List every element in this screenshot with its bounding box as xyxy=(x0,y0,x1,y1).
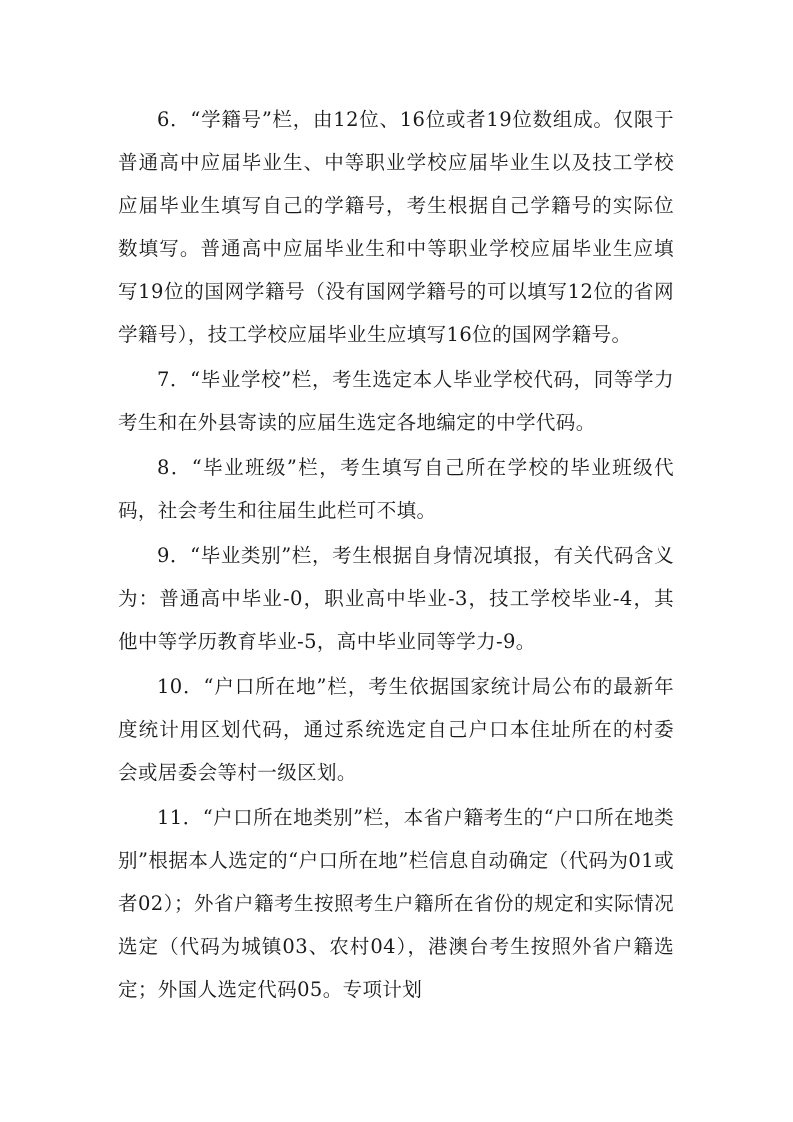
paragraph-item-10: 10．“户口所在地”栏，考生依据国家统计局公布的最新年度统计用区划代码，通过系统选定自己户口本住址所在的村委会或居委会等村一级区划。 xyxy=(118,675,674,784)
paragraph-item-8: 8．“毕业班级”栏，考生填写自己所在学校的毕业班级代码，社会考生和往届生此栏可不填。 xyxy=(118,456,674,522)
paragraph-item-7: 7．“毕业学校”栏，考生选定本人毕业学校代码，同等学力考生和在外县寄读的应届生选定各地编定的中学代码。 xyxy=(118,368,674,434)
paragraph-item-6: 6．“学籍号”栏，由12位、16位或者19位数组成。仅限于普通高中应届毕业生、中等职业学校应届毕业生以及技工学校应届毕业生填写自己的学籍号，考生根据自己学籍号的实际位数填写。普通高中应届毕业生和中等职业学校应届毕业生应填写19位的国网学籍号（没有国网学籍号的可以填写12位的省网学籍号），技工学校应届毕业生应填写16位的国网学籍号。 xyxy=(118,108,674,346)
paragraph-item-11: 11．“户口所在地类别”栏，本省户籍考生的“户口所在地类别”根据本人选定的“户口所在地”栏信息自动确定（代码为01或者02）；外省户籍考生按照考生户籍所在省份的规定和实际情况选定（代码为城镇03、农村04），港澳台考生按照外省户籍选定；外国人选定代码05。专项计划 xyxy=(118,806,674,1001)
document-body xyxy=(118,98,674,1013)
paragraph-item-9: 9．“毕业类别”栏，考生根据自身情况填报，有关代码含义为：普通高中毕业-0，职业高中毕业-3，技工学校毕业-4，其他中等学历教育毕业-5，高中毕业同等学力-9。 xyxy=(118,544,674,653)
